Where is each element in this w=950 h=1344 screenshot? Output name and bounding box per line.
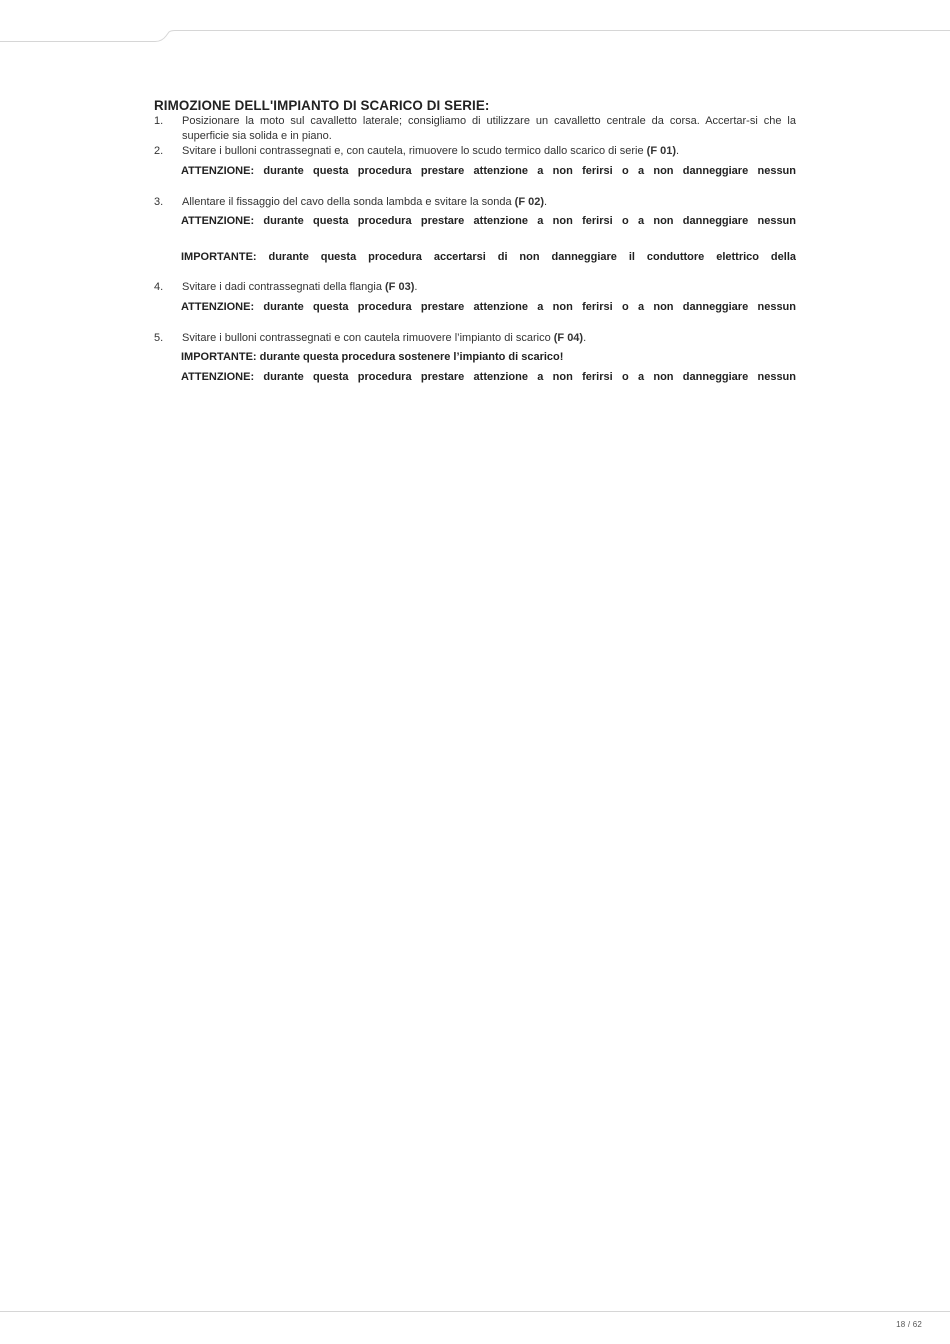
- figure-reference: (F 03): [385, 281, 415, 293]
- step-text: Svitare i bulloni contrassegnati e, con cautela, rimuovere lo scudo termico dallo scarico di serie: [182, 145, 647, 157]
- warning-note: ATTENZIONE: durante questa procedura prestare attenzione a non ferirsi o a non danneggiare nessun: [181, 215, 796, 227]
- step-text: Svitare i dadi contrassegnati della flangia: [182, 281, 386, 293]
- important-note: IMPORTANTE: durante questa procedura accertarsi di non danneggiare il conduttore elettrico della: [181, 251, 796, 263]
- step-number: 2.: [154, 145, 164, 157]
- step-number: 1.: [154, 115, 164, 127]
- important-note: IMPORTANTE: durante questa procedura sostenere l’impianto di scarico!: [181, 351, 564, 363]
- step-2: [154, 144, 796, 159]
- step-suffix: .: [414, 281, 418, 293]
- header-divider: [0, 28, 950, 44]
- step-suffix: .: [676, 145, 680, 157]
- figure-reference: (F 04): [553, 332, 584, 344]
- section-title: RIMOZIONE DELL'IMPIANTO DI SCARICO DI SERIE:: [154, 98, 490, 113]
- step-text: Allentare il fissaggio del cavo della sonda lambda e svitare la sonda: [182, 196, 515, 208]
- warning-note: ATTENZIONE: durante questa procedura prestare attenzione a non ferirsi o a non danneggiare nessun: [181, 301, 796, 313]
- step-text: Svitare i bulloni contrassegnati e con cautela rimuovere l’impianto di scarico: [182, 332, 554, 344]
- document-body: [154, 97, 796, 385]
- step-text: Posizionare la moto sul cavalletto laterale; consigliamo di utilizzare un cavalletto centrale da corsa. Accertar-si che la superficie sia solida e in piano.: [182, 115, 796, 142]
- step-number: 3.: [154, 196, 164, 208]
- figure-reference: (F 01): [646, 145, 677, 157]
- figure-reference: (F 02): [514, 196, 544, 208]
- step-5: [154, 331, 796, 346]
- step-suffix: .: [583, 332, 587, 344]
- step-number: 4.: [154, 281, 164, 293]
- warning-note: ATTENZIONE: durante questa procedura prestare attenzione a non ferirsi o a non danneggiare nessun: [181, 371, 796, 383]
- page-number: 18 / 62: [896, 1320, 922, 1329]
- footer-divider: [0, 1311, 950, 1312]
- step-3: [154, 195, 796, 210]
- step-number: 5.: [154, 332, 164, 344]
- warning-note: ATTENZIONE: durante questa procedura prestare attenzione a non ferirsi o a non danneggiare nessun: [181, 165, 796, 177]
- step-1: [154, 114, 796, 144]
- step-4: [154, 280, 796, 295]
- step-suffix: .: [544, 196, 548, 208]
